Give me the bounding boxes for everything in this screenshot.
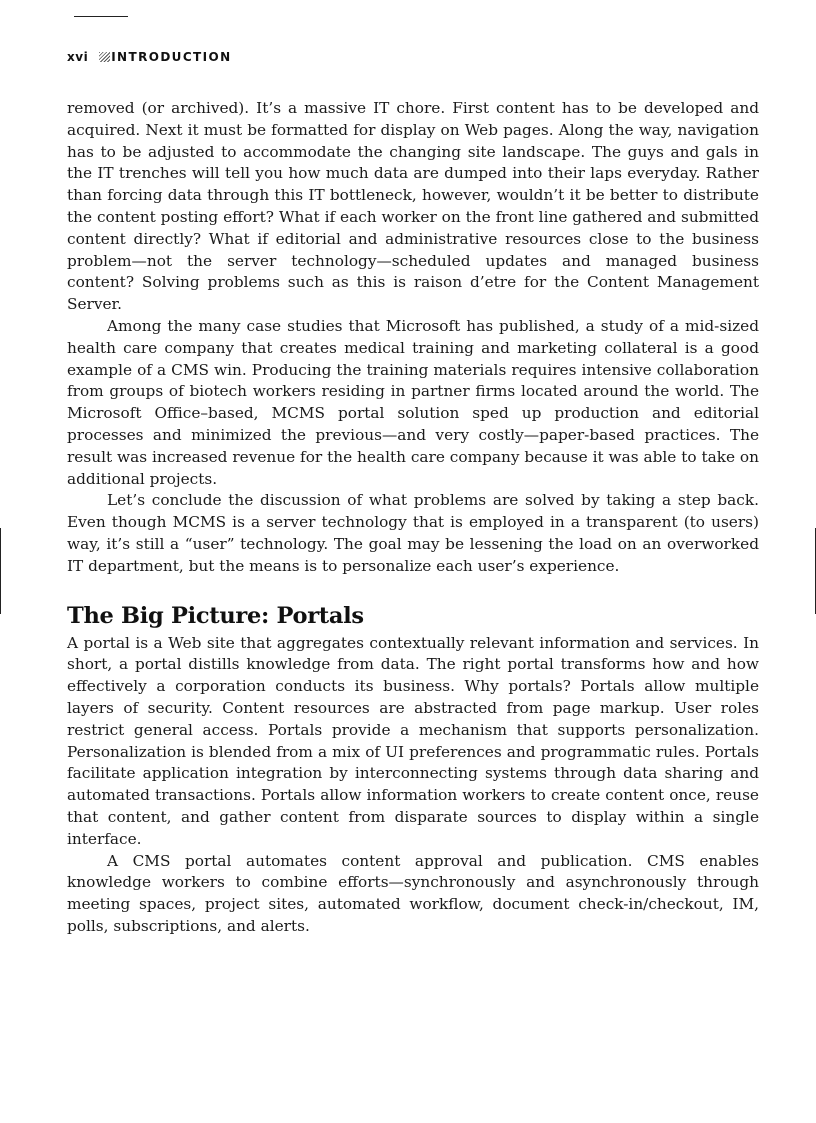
body-paragraph-5: A CMS portal automates content approval and publication. CMS enables knowledge workers to combine efforts—synchronously and asynchronously through meeting spaces, project sites, automated workflow, document check-in/checkout, IM, polls, subscriptions, and alerts. [67,851,759,935]
left-crop-mark [0,528,1,614]
running-title: INTRODUCTION [111,50,232,64]
section-heading: The Big Picture: Portals [67,602,364,629]
body-paragraph-4: A portal is a Web site that aggregates contextually relevant information and services. In short, a portal distills knowledge from data. The right portal transforms how and how effectively a corporation conducts its business. Why portals? Portals allow multiple layers of security. Content resources are abstracted from page markup. User roles restrict general access. Portals provide a mechanism that supports personalization. Personalization is blended from a mix of UI preferences and programmatic rules. Portals facilitate application integration by interconnecting systems through data sharing and automated transactions. Portals allow information workers to create content once, reuse that content, and gather content from disparate sources to display within a single interface. [67,633,759,848]
top-rule [74,16,128,17]
body-paragraph-2: Among the many case studies that Microsoft has published, a study of a mid-sized health care company that creates medical training and marketing collateral is a good example of a CMS win. Producing the training materials requires intensive collaboration from groups of biotech workers residing in partner firms located around the world. The Microsoft Office–based, MCMS portal solution sped up production and editorial processes and minimized the previous—and very costly—paper-based practices. The result was increased revenue for the health care company because it was able to take on additional projects. [67,316,759,488]
page-body [67,98,759,938]
running-head [67,50,232,64]
body-paragraph-3: Let’s conclude the discussion of what problems are solved by taking a step back. Even though MCMS is a server technology that is employed in a transparent (to users) way, it’s still a “user” technology. The goal may be lessening the load on an overworked IT department, but the means is to personalize each user’s experience. [67,491,759,575]
running-head-block-icon [99,52,110,62]
page-number: xvi [67,50,89,64]
body-paragraph-1: removed (or archived). It’s a massive IT chore. First content has to be developed and acquired. Next it must be formatted for display on Web pages. Along the way, navigation has to be adjusted to accommodate the changing site landscape. The guys and gals in the IT trenches will tell you how much data are dumped into their laps everyday. Rather than forcing data through this IT bottleneck, however, wouldn’t it be better to distribute the content posting effort? What if each worker on the front line gathered and submitted content directly? What if editorial and administrative resources close to the business problem—not the server technology—scheduled updates and managed business content? Solving problems such as this is raison d’etre for the Content Management Server. [67,99,759,314]
